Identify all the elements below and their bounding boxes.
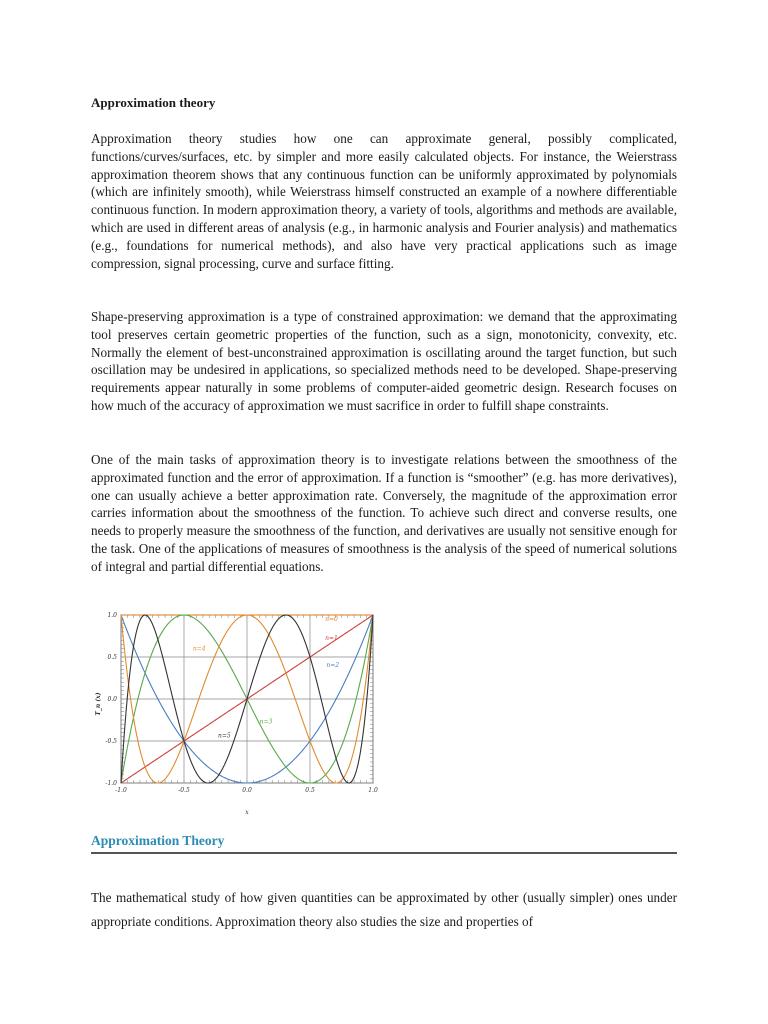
y-tick-label: -0.5 bbox=[105, 738, 117, 745]
series-label-n=4: n=4 bbox=[192, 645, 206, 653]
paragraph-smoothness: One of the main tasks of approximation theory is to investigate relations between the smoothness of the approximated function and the error of approximation. If a function is “smoother” (e.g. has more derivatives), one can usually achieve a better approximation rate. Conversely, the magnitude of the approximation error carries information about the smoothness of the function. To achieve such direct and converse results, one needs to properly measure the smoothness of the function, and derivatives are usually not sensitive enough for the task. One of the applications of measures of smoothness is the analysis of the speed of numerical solutions of integral and partial differential equations. bbox=[91, 452, 677, 574]
chebyshev-figure bbox=[91, 608, 391, 818]
y-axis-label: T_n (x) bbox=[95, 692, 102, 716]
x-tick-label: 0.5 bbox=[305, 787, 315, 794]
series-label-n=0: n=0 bbox=[325, 615, 338, 623]
x-axis-label: x bbox=[245, 809, 249, 816]
section-heading: Approximation theory bbox=[91, 95, 216, 110]
chebyshev-chart bbox=[91, 608, 391, 818]
series-label-n=1: n=1 bbox=[325, 635, 338, 643]
y-tick-label: -1.0 bbox=[105, 780, 117, 787]
y-tick-label: 0.0 bbox=[107, 696, 117, 703]
x-tick-label: -0.5 bbox=[178, 787, 190, 794]
x-tick-label: 1.0 bbox=[368, 787, 378, 794]
y-tick-label: 1.0 bbox=[107, 612, 117, 619]
series-label-n=5: n=5 bbox=[218, 732, 231, 740]
series-label-n=2: n=2 bbox=[326, 662, 340, 670]
x-tick-label: 0.0 bbox=[242, 787, 252, 794]
paragraph-intro: Approximation theory studies how one can approximate general, possibly complicated, functions/curves/surfaces, etc. by simpler and more easily calculated objects. For instance, the Weierstrass approximation theorem shows that any continuous function can be uniformly approximated by polynomials (which are infinitely smooth), while Weierstrass himself constructed an example of a nowhere differentiable continuous function. In modern approximation theory, a variety of tools, algorithms and methods are available, which are used in different areas of analysis (e.g., in harmonic analysis and Fourier analysis) and mathematics (e.g., foundations for numerical methods), and also have very practical applications such as image compression, signal processing, curve and surface fitting. bbox=[91, 131, 677, 271]
paragraph-definition: The mathematical study of how given quantities can be approximated by other (usually simpler) ones under appropriate conditions. Approximation theory also studies the size and properties of bbox=[91, 890, 677, 929]
x-tick-label: -1.0 bbox=[115, 787, 127, 794]
y-tick-label: 0.5 bbox=[107, 654, 117, 661]
subheading-approximation-theory: Approximation Theory bbox=[91, 832, 677, 854]
paragraph-shape-preserving: Shape-preserving approximation is a type of constrained approximation: we demand that the approximating tool preserves certain geometric properties of the function, such as a sign, monotonicity, convexity, etc. Normally the element of best-unconstrained approximation is oscillating around the target function, but such oscillation may be undesired in applications, so specialized methods need to be developed. Shape-preserving requirements appear naturally in some problems of computer-aided geometric design. Research focuses on how much of the accuracy of approximation we must sacrifice in order to fulfill shape constraints. bbox=[91, 309, 677, 413]
series-label-n=3: n=3 bbox=[259, 718, 273, 726]
